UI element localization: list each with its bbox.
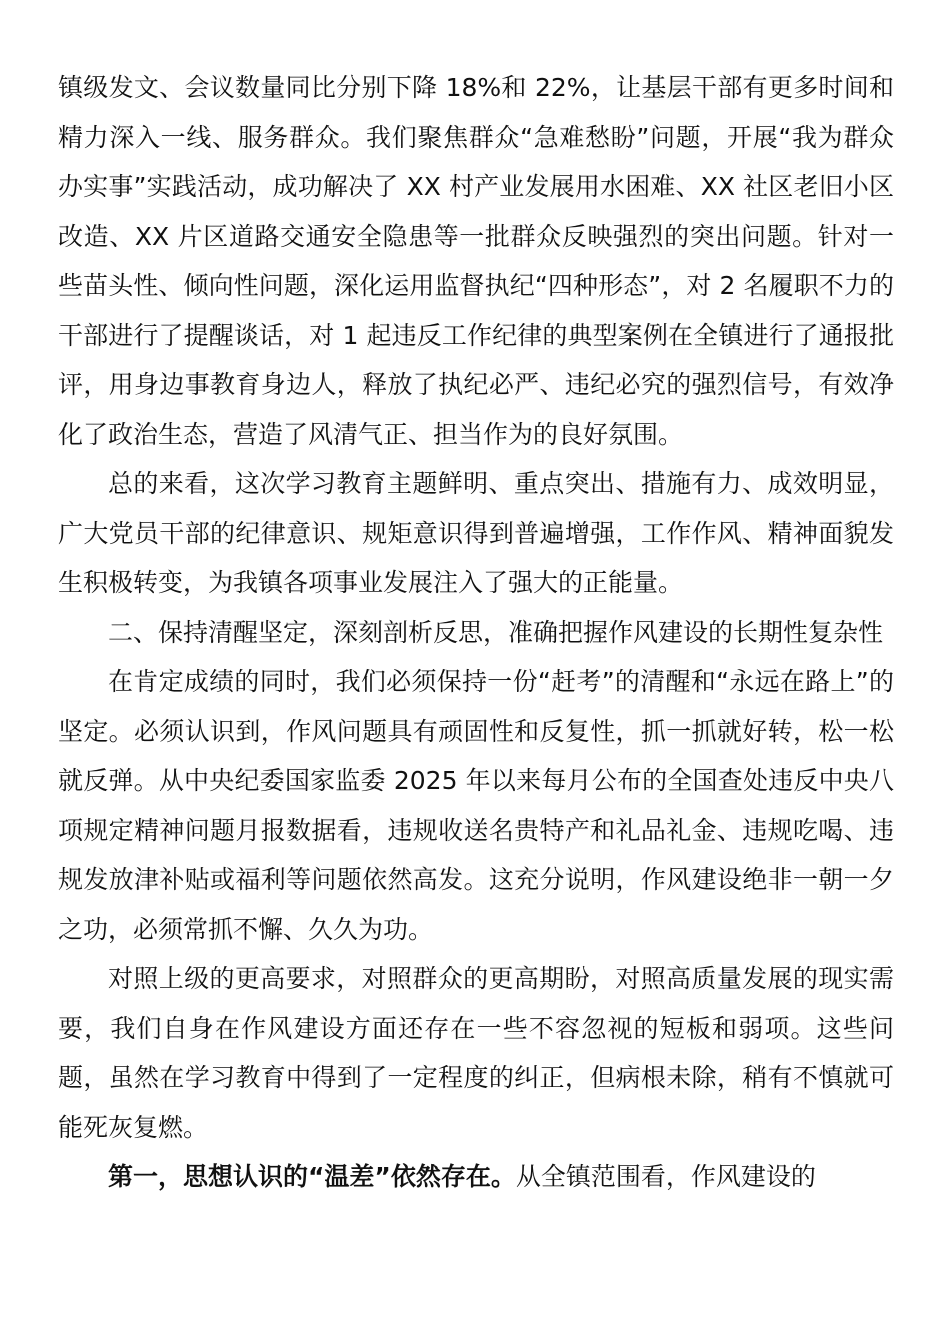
section-heading-2: 二、保持清醒坚定，深刻剖析反思，准确把握作风建设的长期性复杂性 (108, 617, 884, 647)
document-page (58, 63, 894, 1202)
paragraph-summary: 总的来看，这次学习教育主题鲜明、重点突出、措施有力、成效明显，广大党员干部的纪律意识、规矩意识得到普遍增强，工作作风、精神面貌发生积极转变，为我镇各项事业发展注入了强大的正能量。 (58, 469, 894, 597)
paragraph-vigilance: 在肯定成绩的同时，我们必须保持一份“赶考”的清醒和“永远在路上”的坚定。必须认识到，作风问题具有顽固性和反复性，抓一抓就好转，松一松就反弹。从中央纪委国家监委 2025 年以来每月公布的全国查处违反中央八项规定精神问题月报数据看，违规收送名贵特产和礼品礼金、违规吃喝、违规发放津补贴或福利等问题依然高发。这充分说明，作风建设绝非一朝一夕之功，必须常抓不懈、久久为功。 (58, 667, 894, 944)
paragraph-shortcomings: 对照上级的更高要求，对照群众的更高期盼，对照高质量发展的现实需要，我们自身在作风建设方面还存在一些不容忽视的短板和弱项。这些问题，虽然在学习教育中得到了一定程度的纠正，但病根未除，稍有不慎就可能死灰复燃。 (58, 964, 894, 1142)
paragraph-first-point (58, 1152, 894, 1202)
paragraph-1-continuation: 镇级发文、会议数量同比分别下降 18%和 22%，让基层干部有更多时间和精力深入一线、服务群众。我们聚焦群众“急难愁盼”问题，开展“我为群众办实事”实践活动，成功解决了 XX 村产业发展用水困难、XX 社区老旧小区改造、XX 片区道路交通安全隐患等一批群众反映强烈的突出问题。针对一些苗头性、倾向性问题，深化运用监督执纪“四种形态”，对 2 名履职不力的干部进行了提醒谈话，对 1 起违反工作纪律的典型案例在全镇进行了通报批评，用身边事教育身边人，释放了执纪必严、违纪必究的强烈信号，有效净化了政治生态，营造了风清气正、担当作为的良好氛围。 (58, 73, 894, 449)
first-point-text: 从全镇范围看，作风建设的 (515, 1162, 816, 1191)
first-point-lead: 第一，思想认识的“温差”依然存在。 (108, 1162, 516, 1191)
